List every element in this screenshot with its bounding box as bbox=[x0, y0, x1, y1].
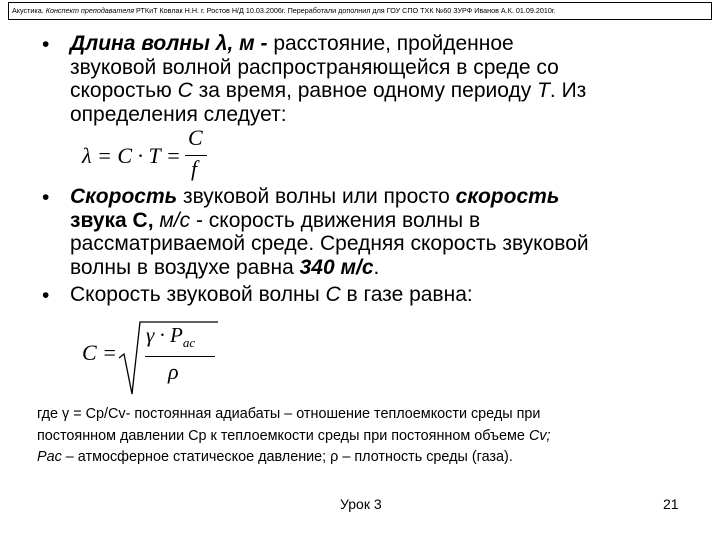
note-line: где γ = Ср/Сv- постоянная адиабаты – отношение теплоемкости среды при bbox=[37, 406, 541, 422]
note-text bbox=[37, 404, 697, 469]
text: скоростью bbox=[70, 79, 178, 102]
term-speed: Скорость bbox=[70, 185, 178, 208]
bullet-marker-3: • bbox=[42, 284, 50, 307]
var-c: С bbox=[177, 79, 193, 102]
line bbox=[70, 32, 700, 56]
line bbox=[70, 209, 700, 233]
slide-header bbox=[8, 2, 712, 20]
line bbox=[70, 185, 700, 209]
header-source: Конспект преподавателя bbox=[45, 6, 135, 15]
text: – атмосферное статическое давление; ρ – плотность среды (газа). bbox=[61, 449, 513, 465]
term-sound-c: звука С, bbox=[70, 208, 154, 232]
fraction-numerator: C bbox=[188, 125, 203, 150]
text: в газе равна: bbox=[340, 283, 473, 306]
line bbox=[70, 232, 700, 256]
note-line bbox=[37, 426, 697, 448]
line bbox=[70, 79, 700, 103]
line bbox=[70, 56, 700, 80]
line bbox=[70, 283, 700, 307]
value-340: 340 м/с bbox=[299, 255, 374, 279]
term-speed-2: скорость bbox=[455, 185, 560, 208]
radicand-denominator: ρ bbox=[168, 359, 179, 384]
term-wavelength: Длина волны λ, м - bbox=[70, 32, 268, 55]
formula-wavelength bbox=[82, 126, 222, 186]
var-t: Т bbox=[537, 79, 550, 102]
formula-lhs: C = bbox=[82, 340, 118, 365]
bullet-marker-2: • bbox=[42, 186, 50, 209]
bullet-gas-speed bbox=[70, 283, 700, 307]
text: рассматриваемой среде. Средняя скорость звуковой bbox=[70, 232, 589, 255]
fraction-bar bbox=[145, 356, 215, 357]
subscript-ac: ac bbox=[182, 335, 196, 351]
text: постоянном давлении Ср к теплоемкости среды при постоянном объеме bbox=[37, 427, 529, 444]
header-authors: РТКиТ Ковлак Н.Н. г. Ростов Н/Д 10.03.2006г. Переработали дополнил для ГОУ СПО ТХК №60 ЗУРФ Иванов А.К. 01.09.2010г. bbox=[134, 6, 556, 15]
var-pac: Рас bbox=[37, 449, 62, 465]
unit-ms: м/с bbox=[153, 208, 191, 232]
text: волны в воздухе равна bbox=[70, 255, 300, 279]
gamma-p: γ · P bbox=[146, 323, 183, 347]
footer-lesson: Урок 3 bbox=[340, 496, 382, 512]
var-c: С bbox=[325, 283, 341, 306]
header-subject: Акустика. bbox=[12, 6, 46, 15]
text: Скорость звуковой волны bbox=[70, 283, 326, 306]
bullet-wavelength bbox=[70, 32, 700, 126]
formula-lhs: λ = C · T = bbox=[82, 143, 181, 168]
text: . bbox=[373, 255, 380, 279]
text: расстояние, пройденное bbox=[267, 32, 514, 55]
page-number: 21 bbox=[663, 496, 679, 512]
text: . Из bbox=[549, 79, 587, 102]
radicand-numerator bbox=[146, 323, 195, 351]
text: звуковой волной распространяющейся в среде со bbox=[70, 55, 559, 79]
line bbox=[70, 103, 700, 127]
formula-gas-speed bbox=[82, 316, 222, 396]
bullet-marker-1: • bbox=[42, 33, 50, 56]
fraction-denominator: f bbox=[191, 156, 198, 181]
var-cv: Cv; bbox=[528, 427, 551, 444]
text: за время, равное одному периоду bbox=[192, 79, 538, 102]
note-line bbox=[37, 447, 697, 469]
text: звуковой волны или просто bbox=[177, 185, 456, 208]
bullet-sound-speed bbox=[70, 185, 700, 279]
text: - скорость движения волны в bbox=[190, 208, 481, 232]
line bbox=[70, 256, 700, 280]
text: определения следует: bbox=[70, 102, 287, 126]
